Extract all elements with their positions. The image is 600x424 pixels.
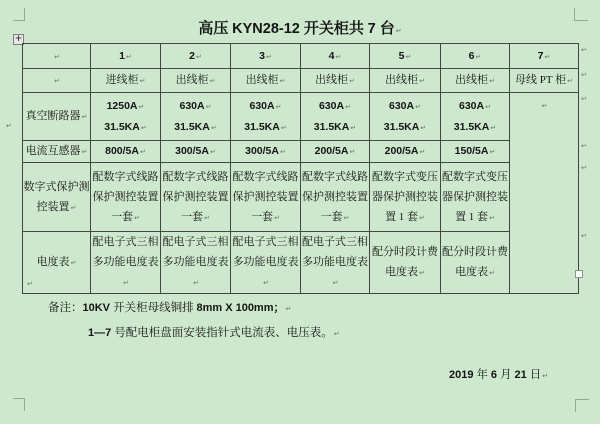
cell-text: 保护测控装置: [232, 190, 299, 203]
cell-text: 5: [398, 49, 405, 62]
cell-text: 配电子式三相: [232, 236, 299, 248]
paragraph-mark: ↵: [405, 52, 412, 61]
cell-text: 31.5KA: [174, 120, 210, 133]
table-cell[interactable]: [441, 44, 510, 69]
note-line-2[interactable]: [88, 324, 340, 340]
cell-text: 630A: [319, 99, 345, 112]
table-cell[interactable]: [161, 163, 231, 232]
row-label-cell[interactable]: [23, 93, 91, 141]
title-text: KYN28-12: [232, 21, 304, 37]
paragraph-mark: ↵: [415, 102, 421, 111]
note-line-1[interactable]: [48, 299, 291, 315]
table-cell[interactable]: [301, 141, 370, 163]
table-cell[interactable]: [161, 93, 231, 141]
cell-text: 配数字式线路: [162, 170, 229, 183]
cell-text: 电度表: [36, 256, 70, 268]
table-row-breaker: [23, 93, 579, 141]
cell-text: 一套: [320, 210, 343, 223]
cell-text: 置 1 套: [455, 210, 489, 223]
paragraph-mark: ↵: [485, 102, 491, 111]
note-text: 8mm X 100mm；: [196, 302, 285, 314]
paragraph-mark: ↵: [542, 372, 549, 380]
paragraph-mark: ↵: [139, 148, 146, 156]
paragraph-mark: ↵: [125, 52, 132, 61]
table-row-protection-device: [23, 163, 579, 232]
end-of-row-mark: ↵: [581, 95, 587, 103]
table-resize-handle[interactable]: [575, 270, 583, 278]
cell-text: 1250A: [106, 99, 138, 112]
date-text: 月: [500, 369, 515, 381]
cell-text: 保护测控装置: [302, 190, 368, 203]
cell-text: 配分时段计费: [372, 246, 438, 258]
table-cell[interactable]: [370, 141, 441, 163]
end-of-row-mark: ↵: [581, 232, 587, 240]
paragraph-mark: ↵: [332, 279, 339, 287]
paragraph-mark: ↵: [140, 123, 147, 132]
cell-text: 出线柜: [455, 74, 489, 86]
cell-text: 200/5A: [314, 145, 349, 157]
cell-text: 出线柜: [385, 74, 419, 86]
cell-text: 150/5A: [454, 145, 489, 157]
table-cell[interactable]: [441, 141, 510, 163]
cell-text: 一套: [111, 210, 134, 223]
date-text: 2019: [449, 369, 477, 381]
cell-text: 进线柜: [105, 74, 139, 86]
paragraph-mark: ↵: [489, 77, 495, 85]
cell-text: 300/5A: [175, 145, 209, 157]
cell-text: 31.5KA: [383, 120, 420, 133]
paragraph-mark: ↵: [70, 259, 77, 267]
paragraph-mark: ↵: [490, 123, 497, 132]
table-cell[interactable]: [301, 93, 370, 141]
cell-text: 2: [189, 49, 195, 62]
cell-text: 真空断路器: [25, 110, 81, 122]
table-cell[interactable]: [91, 69, 161, 93]
cell-text: 保护测控装置: [92, 190, 159, 203]
table-cell[interactable]: [510, 69, 579, 93]
paragraph-mark: ↵: [263, 279, 269, 287]
table-cell[interactable]: [370, 232, 441, 294]
text-boundary-corner-bottom-left-icon: [13, 398, 25, 411]
cell-text: 母线 PT 柜: [514, 74, 567, 86]
paragraph-mark: ↵: [343, 213, 350, 222]
cell-text: 保护测控装置: [162, 190, 229, 203]
cell-text: 200/5A: [384, 145, 419, 157]
paragraph-mark: ↵: [333, 330, 340, 338]
table-cell[interactable]: [91, 163, 161, 232]
table-cell[interactable]: [161, 232, 231, 294]
end-of-row-mark: ↵: [581, 71, 587, 79]
paragraph-mark: ↵: [195, 52, 202, 61]
paragraph-mark: ↵: [489, 269, 495, 277]
paragraph-mark: ↵: [285, 305, 292, 313]
row-label-cell[interactable]: [23, 141, 91, 163]
date-text: 日: [529, 369, 542, 381]
paragraph-mark: ↵: [209, 77, 216, 85]
cell-text: 电度表: [385, 266, 419, 278]
table-cell[interactable]: [231, 141, 301, 163]
paragraph-mark: ↵: [275, 102, 282, 111]
table-cell[interactable]: [231, 44, 301, 69]
paragraph-mark: ↵: [54, 52, 60, 61]
text-boundary-corner-bottom-right-icon: [575, 399, 589, 412]
paragraph-mark: ↵: [419, 213, 425, 222]
paragraph-mark: ↵: [70, 203, 77, 212]
end-of-row-mark: ↵: [581, 46, 587, 54]
table-cell[interactable]: [231, 93, 301, 141]
paragraph-mark: ↵: [81, 113, 88, 121]
pt-cabinet-merged-cell[interactable]: [510, 93, 579, 294]
paragraph-mark: ↵: [205, 102, 212, 111]
table-cell[interactable]: [23, 69, 91, 93]
table-cell[interactable]: [231, 163, 301, 232]
cell-text: 出线柜: [315, 74, 349, 86]
date-text: 6: [490, 369, 501, 381]
paragraph-mark: ↵: [139, 77, 146, 85]
table-cell[interactable]: [91, 141, 161, 163]
cell-text: 配数字式线路: [232, 170, 299, 183]
cell-text: 3: [259, 49, 265, 62]
cell-text: 300/5A: [245, 145, 279, 157]
margin-mark: ↵: [6, 122, 12, 130]
paragraph-mark: ↵: [349, 148, 356, 156]
cell-text: 1: [119, 49, 125, 62]
paragraph-mark: ↵: [419, 77, 425, 85]
paragraph-mark: ↵: [420, 123, 427, 132]
paragraph-mark: ↵: [419, 148, 426, 156]
table-cell[interactable]: [161, 69, 231, 93]
row-label-cell[interactable]: [23, 163, 91, 232]
table-row-cabinet-type: [23, 69, 579, 93]
table-cell[interactable]: [370, 163, 441, 232]
end-of-row-mark: ↵: [581, 142, 587, 150]
paragraph-mark: ↵: [279, 148, 286, 156]
end-of-row-mark: ↵: [581, 164, 587, 172]
table-cell[interactable]: [441, 232, 510, 294]
table-cell[interactable]: [441, 93, 510, 141]
table-cell[interactable]: [91, 232, 161, 294]
paragraph-mark: ↵: [265, 52, 272, 61]
cell-text: 多功能电度表: [302, 256, 368, 268]
cell-text: 器保护测控装: [442, 190, 508, 203]
paragraph-mark: ↵: [349, 77, 355, 85]
paragraph-mark: ↵: [209, 148, 216, 156]
table-cell[interactable]: [370, 44, 441, 69]
cell-text: 800/5A: [105, 145, 139, 157]
cell-text: 6: [468, 49, 475, 62]
table-cell[interactable]: [23, 44, 91, 69]
document-title[interactable]: [0, 17, 600, 38]
cell-text: 配数字式变压: [372, 170, 438, 183]
paragraph-mark: ↵: [489, 213, 495, 222]
paragraph-mark: ↵: [123, 279, 129, 287]
cell-text: 31.5KA: [313, 120, 350, 133]
switchgear-table: [22, 43, 579, 294]
table-cell[interactable]: [301, 44, 370, 69]
table-row-energy-meter: [23, 232, 579, 294]
cell-text: 多功能电度表: [162, 256, 229, 268]
table-cell[interactable]: [161, 44, 231, 69]
date-text: 年: [476, 369, 491, 381]
cell-text: 控装置: [36, 200, 70, 213]
title-text: 高压: [198, 21, 233, 37]
cell-text: 出线柜: [245, 74, 279, 86]
note-text: 1—7: [88, 327, 115, 339]
cell-text: 多功能电度表: [92, 256, 159, 268]
table-cell[interactable]: [441, 69, 510, 93]
cell-text: 31.5KA: [453, 120, 490, 133]
paragraph-mark: ↵: [489, 148, 496, 156]
paragraph-mark: ↵: [544, 52, 551, 61]
cell-text: 器保护测控装: [372, 190, 438, 203]
paragraph-mark: ↵: [193, 279, 199, 287]
cell-text: 出线柜: [175, 74, 209, 86]
table-cell[interactable]: [161, 141, 231, 163]
table-cell[interactable]: [301, 163, 370, 232]
cell-text: 置 1 套: [385, 210, 419, 223]
paragraph-mark: ↵: [274, 213, 280, 222]
cell-text: 630A: [389, 99, 415, 112]
paragraph-mark: ↵: [54, 77, 60, 85]
table-cell[interactable]: [370, 69, 441, 93]
document-date[interactable]: [449, 366, 548, 382]
cell-text: 630A: [459, 99, 485, 112]
cell-text: 配电子式三相: [92, 236, 159, 248]
move-cross-icon: +: [14, 34, 23, 44]
cell-text: 一套: [251, 210, 274, 223]
cell-text: 配数字式变压: [442, 170, 508, 183]
paragraph-mark: ↵: [134, 213, 140, 222]
paragraph-mark: ↵: [541, 102, 548, 110]
paragraph-mark: ↵: [567, 77, 573, 85]
note-text: 备注：: [48, 302, 83, 314]
paragraph-mark: ↵: [419, 269, 425, 277]
title-text: 开关柜共: [303, 21, 368, 37]
paragraph-mark: ↵: [204, 213, 210, 222]
cell-text: 配电子式三相: [162, 236, 229, 248]
cell-text: 630A: [249, 99, 275, 112]
table-cell[interactable]: [510, 44, 579, 69]
title-text: 7: [367, 21, 380, 37]
table-cell[interactable]: [370, 93, 441, 141]
cell-text: 配数字式线路: [302, 170, 368, 183]
cell-text: 配电子式三相: [302, 236, 368, 248]
cell-text: 电流互感器: [25, 145, 81, 157]
table-cell[interactable]: [231, 232, 301, 294]
paragraph-mark: ↵: [138, 102, 145, 111]
table-cell[interactable]: [91, 93, 161, 141]
paragraph-mark: ↵: [345, 102, 351, 111]
table-cell[interactable]: [441, 163, 510, 232]
cell-text: 数字式保护测: [23, 180, 90, 193]
cell-text: 多功能电度表: [232, 256, 299, 268]
cell-text: 31.5KA: [104, 120, 140, 133]
table-cell[interactable]: [231, 69, 301, 93]
paragraph-mark: ↵: [395, 27, 402, 35]
table-cell[interactable]: [91, 44, 161, 69]
cell-text: 配数字式线路: [92, 170, 159, 183]
cell-text: 电度表: [455, 266, 489, 278]
paragraph-mark: ↵: [475, 52, 482, 61]
cell-text: 一套: [181, 210, 204, 223]
cell-text: 7: [537, 49, 544, 62]
cell-text: 4: [328, 49, 335, 62]
paragraph-mark: ↵: [81, 148, 88, 156]
note-text: 开关柜母线铜排: [113, 302, 197, 314]
title-text: 台: [379, 21, 395, 37]
paragraph-mark: ↵: [280, 123, 287, 132]
cell-text: 31.5KA: [244, 120, 280, 133]
table-cell[interactable]: [301, 69, 370, 93]
table-cell[interactable]: [301, 232, 370, 294]
cell-text: 630A: [179, 99, 205, 112]
empty-paragraph-mark: ↵: [27, 280, 33, 288]
table-row-current-transformer: [23, 141, 579, 163]
table-row-header: [23, 44, 579, 69]
note-text: 号配电柜盘面安装指针式电流表、电压表。: [114, 327, 333, 339]
paragraph-mark: ↵: [350, 123, 357, 132]
paragraph-mark: ↵: [210, 123, 217, 132]
date-text: 21: [514, 369, 530, 381]
paragraph-mark: ↵: [335, 52, 342, 61]
note-text: 10KV: [82, 302, 114, 314]
cell-text: 配分时段计费: [442, 246, 508, 258]
paragraph-mark: ↵: [279, 77, 286, 85]
